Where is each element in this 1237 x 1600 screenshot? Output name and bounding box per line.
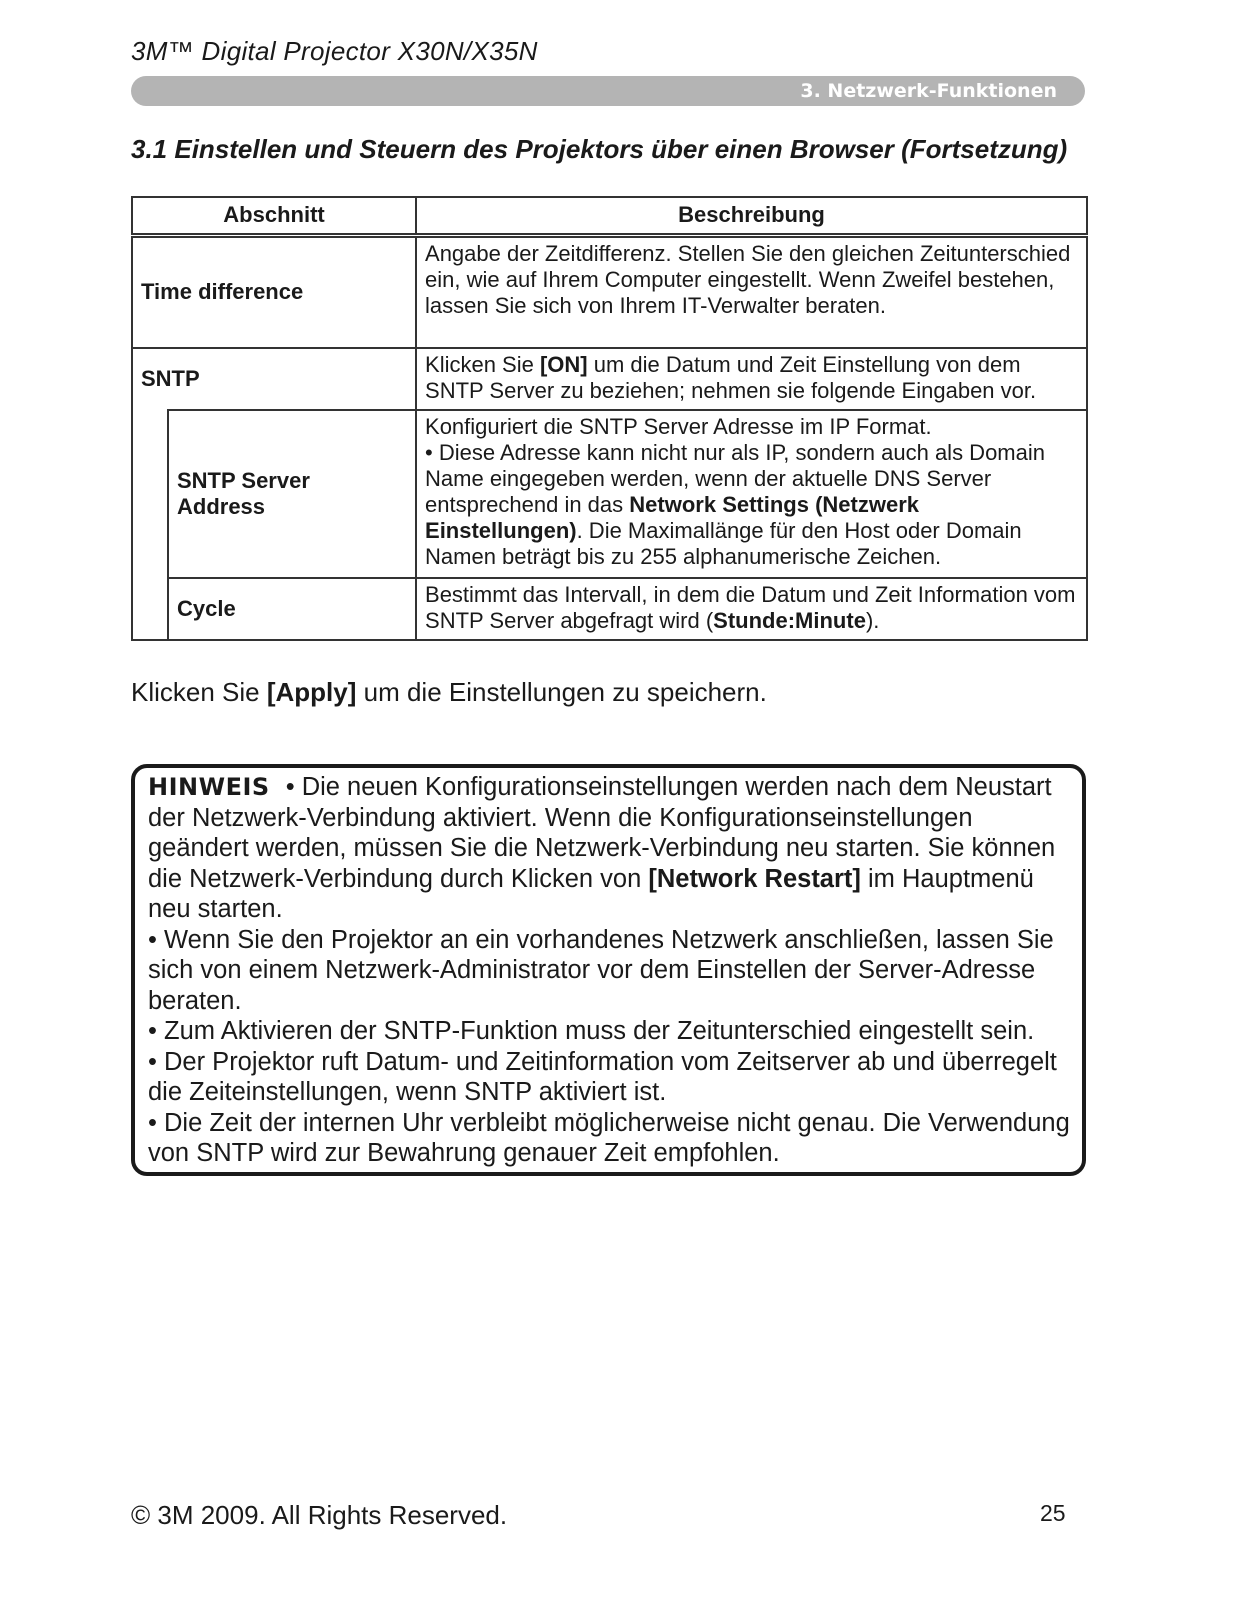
table-row-sntp (132, 348, 1087, 410)
row-desc-time-difference: Angabe der Zeitdifferenz. Stellen Sie den gleichen Zeitunterschied ein, wie auf Ihrem Computer eingestellt. Wenn Zweifel bestehen, lassen Sie sich von Ihrem IT-Verwalter beraten. (416, 235, 1087, 348)
sntp-desc-part: Klicken Sie (425, 352, 540, 377)
apply-instruction (131, 677, 767, 708)
row-label-cycle: Cycle (168, 578, 416, 640)
apply-text: Klicken Sie (131, 677, 267, 707)
indent-spacer (132, 578, 168, 640)
column-header-description: Beschreibung (416, 197, 1087, 235)
sntp-desc-part: um die Datum und Zeit Einstellung von dem SNTP Server zu beziehen; nehmen sie folgende Eingaben vor. (425, 352, 1037, 403)
desc-part: . Die Maximallänge für den Host oder Domain Namen beträgt bis zu 255 alphanumerische Zeichen. (425, 518, 1022, 569)
row-label-sntp: SNTP (132, 348, 416, 410)
label-line: SNTP Server (177, 468, 310, 493)
row-desc-sntp (416, 348, 1087, 410)
table-row-sntp-server-address (132, 410, 1087, 578)
note-label: HINWEIS (148, 773, 270, 801)
network-settings-keyword: Network Settings (Netzwerk Einstellungen) (425, 492, 920, 543)
note-paragraph (148, 772, 1070, 925)
copyright-footer: © 3M 2009. All Rights Reserved. (131, 1500, 508, 1530)
label-line: Address (177, 494, 266, 519)
row-desc-cycle (416, 578, 1087, 640)
desc-paragraph (425, 440, 1078, 570)
indent-spacer (132, 410, 168, 578)
table-row-cycle (132, 578, 1087, 640)
document-title: 3M™ Digital Projector X30N/X35N (131, 36, 538, 66)
note-paragraph: • Zum Aktivieren der SNTP-Funktion muss der Zeitunterschied eingestellt sein. (148, 1017, 1035, 1045)
row-desc-sntp-server-address (416, 410, 1087, 578)
column-header-section: Abschnitt (132, 197, 416, 235)
note-paragraph: • Die Zeit der internen Uhr verbleibt möglicherweise nicht genau. Die Verwendung von SNTP wird zur Bewahrung genauer Zeit empfohlen. (148, 1108, 1070, 1167)
desc-part: • Diese Adresse kann nicht nur als IP, sondern auch als Domain Name eingegeben werden, wenn der aktuelle DNS Server entsprechend in das (425, 440, 1045, 517)
row-label-time-difference: Time difference (132, 235, 416, 348)
network-restart-keyword: [Network Restart] (648, 864, 861, 893)
settings-table (131, 196, 1088, 641)
section-heading: 3.1 Einstellen und Steuern des Projektors über einen Browser (Fortsetzung) (131, 134, 1068, 164)
note-paragraph: • Wenn Sie den Projektor an ein vorhandenes Netzwerk anschließen, lassen Sie sich von einem Netzwerk-Administrator vor dem Einstellen der Server-Adresse beraten. (148, 925, 1054, 1015)
note-text: im Hauptmenü neu starten. (148, 864, 1034, 923)
desc-part: Bestimmt das Intervall, in dem die Datum und Zeit Information vom SNTP Server abgefragt wird ( (425, 582, 1076, 633)
table-row-time-difference (132, 235, 1087, 348)
note-box (131, 764, 1086, 1176)
stunde-minute-keyword: Stunde:Minute (713, 608, 866, 633)
note-text: • Die neuen Konfigurationseinstellungen werden nach dem Neustart der Netzwerk-Verbindung aktiviert. Wenn die Konfigurationseinstellungen geändert werden, müssen Sie die Netzwerk-Verbindung neu starten. Sie können die Netzwerk-Verbindung durch Klicken von (148, 773, 1056, 893)
apply-keyword: [Apply] (266, 677, 357, 707)
desc-part: ). (865, 608, 880, 633)
page-number: 25 (1040, 1500, 1066, 1526)
on-keyword: [ON] (539, 352, 588, 377)
table-header-row (132, 197, 1087, 235)
desc-line: Konfiguriert die SNTP Server Adresse im IP Format. (425, 414, 932, 439)
apply-text: um die Einstellungen zu speichern. (356, 677, 767, 707)
chapter-banner: 3. Netzwerk-Funktionen (131, 76, 1085, 106)
row-label-sntp-server-address (168, 410, 416, 578)
note-paragraph: • Der Projektor ruft Datum- und Zeitinformation vom Zeitserver ab und überregelt die Zeiteinstellungen, wenn SNTP aktiviert ist. (148, 1047, 1057, 1106)
